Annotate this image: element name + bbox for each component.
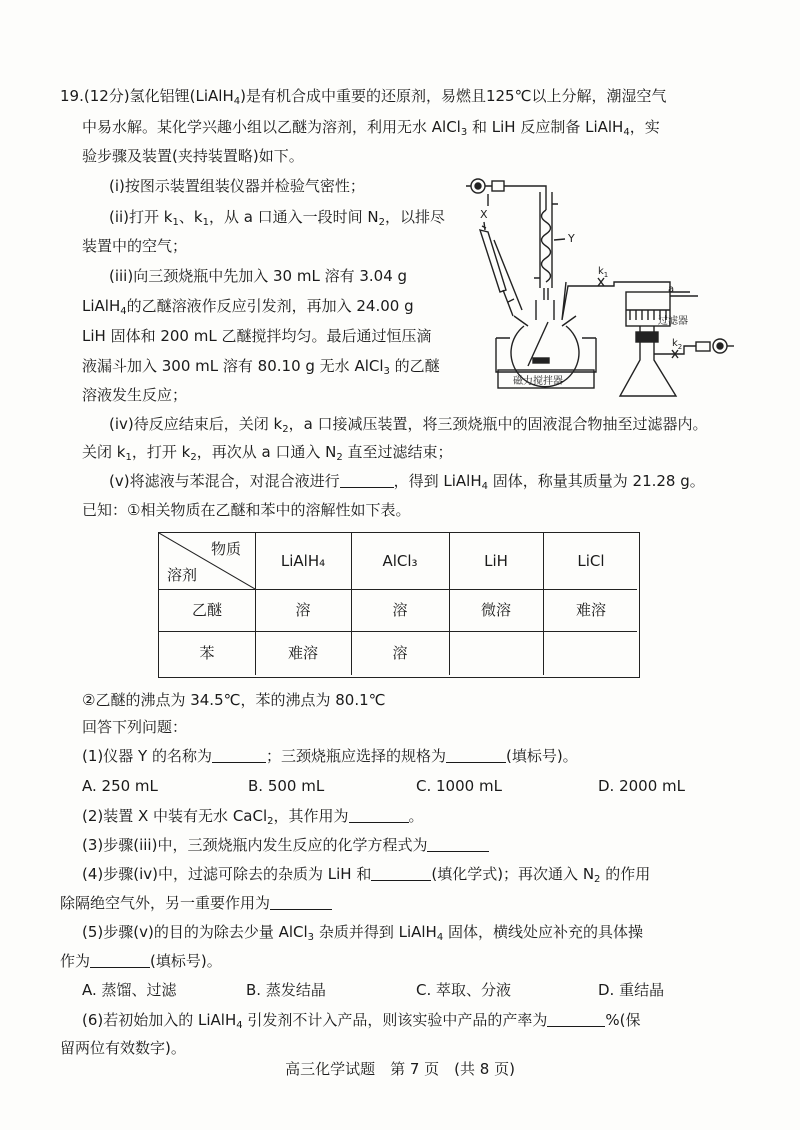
label-k1: $k_1$ bbox=[598, 266, 609, 279]
q1-blank-spec[interactable] bbox=[446, 746, 506, 763]
question-6-line1: (6)若初始加入的 LiAlH$_4$ 引发剂不计入产品，则该实验中产品的产率为 %(保 bbox=[82, 1011, 641, 1031]
q4-blank-impurity[interactable] bbox=[371, 864, 431, 881]
table-cell: 溶 bbox=[295, 601, 311, 619]
step-2-line1: (ii)打开 $k_1$、$k_1$，从 a 口通入一段时间 $N_2$，以排尽 bbox=[109, 208, 446, 228]
table-divider bbox=[159, 589, 637, 590]
q1-option-d: D. 2000 mL bbox=[598, 777, 685, 795]
step-3-line4: 液漏斗加入 300 mL 溶有 80.10 g 无水 AlCl$_3$ 的乙醚 bbox=[82, 357, 440, 377]
q3-blank[interactable] bbox=[427, 835, 489, 852]
step-5: (v)将滤液与苯混合，对混合液进行 ，得到 LiAlH$_4$ 固体，称量其质量为 21.28 g。 bbox=[109, 472, 705, 492]
table-row-solvent: 苯 bbox=[199, 644, 215, 662]
dropping-funnel bbox=[480, 222, 522, 316]
step-1: (i)按图示装置组装仪器并检验气密性； bbox=[109, 177, 365, 195]
q5-option-d: D. 重结晶 bbox=[598, 981, 665, 999]
label-filter: 过滤器 bbox=[658, 316, 688, 327]
step-4-line1: (iv)待反应结束后，关闭 $k_2$，a 口接减压装置，将三颈烧瓶中的固液混合物抽至过滤器内。 bbox=[109, 415, 708, 435]
table-corner-bottom: 溶剂 bbox=[167, 566, 198, 584]
label-x: X bbox=[480, 208, 488, 221]
table-cell: 难溶 bbox=[575, 601, 606, 619]
q6-blank[interactable] bbox=[547, 1010, 605, 1027]
table-header: LiAlH₄ bbox=[280, 552, 326, 570]
question-header-line3: 验步骤及装置(夹持装置略)如下。 bbox=[82, 147, 304, 165]
table-cell: 溶 bbox=[392, 601, 408, 619]
table-cell: 微溶 bbox=[480, 601, 511, 619]
table-header: LiH bbox=[484, 552, 508, 570]
label-y-pointer bbox=[554, 239, 565, 240]
table-cell: 难溶 bbox=[287, 644, 318, 662]
page-footer: 高三化学试题 第 7 页 (共 8 页) bbox=[285, 1060, 515, 1078]
table-cell: 溶 bbox=[392, 644, 408, 662]
known-intro: 已知：①相关物质在乙醚和苯中的溶解性如下表。 bbox=[82, 501, 411, 519]
step-5-blank[interactable] bbox=[340, 471, 394, 488]
q5-option-b: B. 蒸发结晶 bbox=[246, 981, 326, 999]
table-header: LiCl bbox=[577, 552, 605, 570]
table-divider bbox=[159, 631, 637, 632]
step-2-line2: 装置中的空气； bbox=[82, 237, 188, 255]
question-3: (3)步骤(iii)中，三颈烧瓶内发生反应的化学方程式为 bbox=[82, 835, 489, 855]
q5-option-a: A. 蒸馏、过滤 bbox=[82, 981, 177, 999]
three-neck-flask bbox=[511, 300, 579, 387]
q1-option-b: B. 500 mL bbox=[248, 777, 325, 795]
table-row-solvent: 乙醚 bbox=[191, 601, 222, 619]
step-3-line2: LiAlH$_4$的乙醚溶液作反应引发剂，再加入 24.00 g bbox=[82, 297, 414, 317]
q1-option-c: C. 1000 mL bbox=[416, 777, 502, 795]
question-5-line2: 作为 (填标号)。 bbox=[60, 952, 222, 970]
answer-prompt: 回答下列问题： bbox=[82, 718, 188, 736]
question-1: (1)仪器 Y 的名称为 ；三颈烧瓶应选择的规格为 (填标号)。 bbox=[82, 747, 578, 765]
table-corner-top: 物质 bbox=[211, 540, 242, 558]
drying-tube-x bbox=[466, 179, 546, 210]
apparatus-diagram bbox=[458, 170, 758, 402]
label-y: Y bbox=[568, 232, 575, 245]
solubility-table bbox=[158, 532, 640, 678]
q5-blank[interactable] bbox=[90, 951, 150, 968]
step-3-line5: 溶液发生反应； bbox=[82, 386, 188, 404]
q4-blank-role[interactable] bbox=[270, 893, 332, 910]
table-header: AlCl₃ bbox=[382, 552, 418, 570]
question-2: (2)装置 X 中装有无水 CaCl$_2$，其作用为 。 bbox=[82, 807, 424, 827]
step-3-line3: LiH 固体和 200 mL 乙醚搅拌均匀。最后通过恒压滴 bbox=[82, 327, 432, 345]
question-6-line2: 留两位有效数字)。 bbox=[60, 1039, 186, 1057]
q1-blank-name[interactable] bbox=[212, 746, 266, 763]
label-k2: $k_2$ bbox=[672, 338, 683, 351]
question-header-line2: 中易水解。某化学兴趣小组以乙醚为溶剂，利用无水 AlCl$_3$ 和 LiH 反应制备 LiAlH$_4$，实 bbox=[82, 118, 660, 138]
question-header-line1: 19.(12分)氢化铝锂(LiAlH$_4$)是有机合成中重要的还原剂，易燃且125℃以上分解，潮湿空气 bbox=[60, 87, 667, 107]
boiling-note: ②乙醚的沸点为 34.5℃，苯的沸点为 80.1℃ bbox=[82, 691, 386, 709]
question-4-line2: 除隔绝空气外，另一重要作用为 bbox=[60, 893, 332, 913]
label-stirrer: 磁力搅拌器 bbox=[513, 376, 563, 387]
step-4-line2: 关闭 $k_1$，打开 $k_2$，再次从 a 口通入 $N_2$ 直至过滤结束； bbox=[82, 443, 453, 463]
question-4-line1: (4)步骤(iv)中，过滤可除去的杂质为 LiH 和 (填化学式)；再次通入 $N_2$ 的作用 bbox=[82, 865, 651, 885]
q1-option-a: A. 250 mL bbox=[82, 777, 158, 795]
q5-option-c: C. 萃取、分液 bbox=[416, 981, 512, 999]
q2-blank[interactable] bbox=[349, 806, 409, 823]
step-3-line1: (iii)向三颈烧瓶中先加入 30 mL 溶有 3.04 g bbox=[109, 267, 408, 285]
label-a: a bbox=[668, 284, 675, 295]
question-5-line1: (5)步骤(v)的目的为除去少量 AlCl$_3$ 杂质并得到 LiAlH$_4$ 固体，横线处应补充的具体操 bbox=[82, 923, 643, 943]
